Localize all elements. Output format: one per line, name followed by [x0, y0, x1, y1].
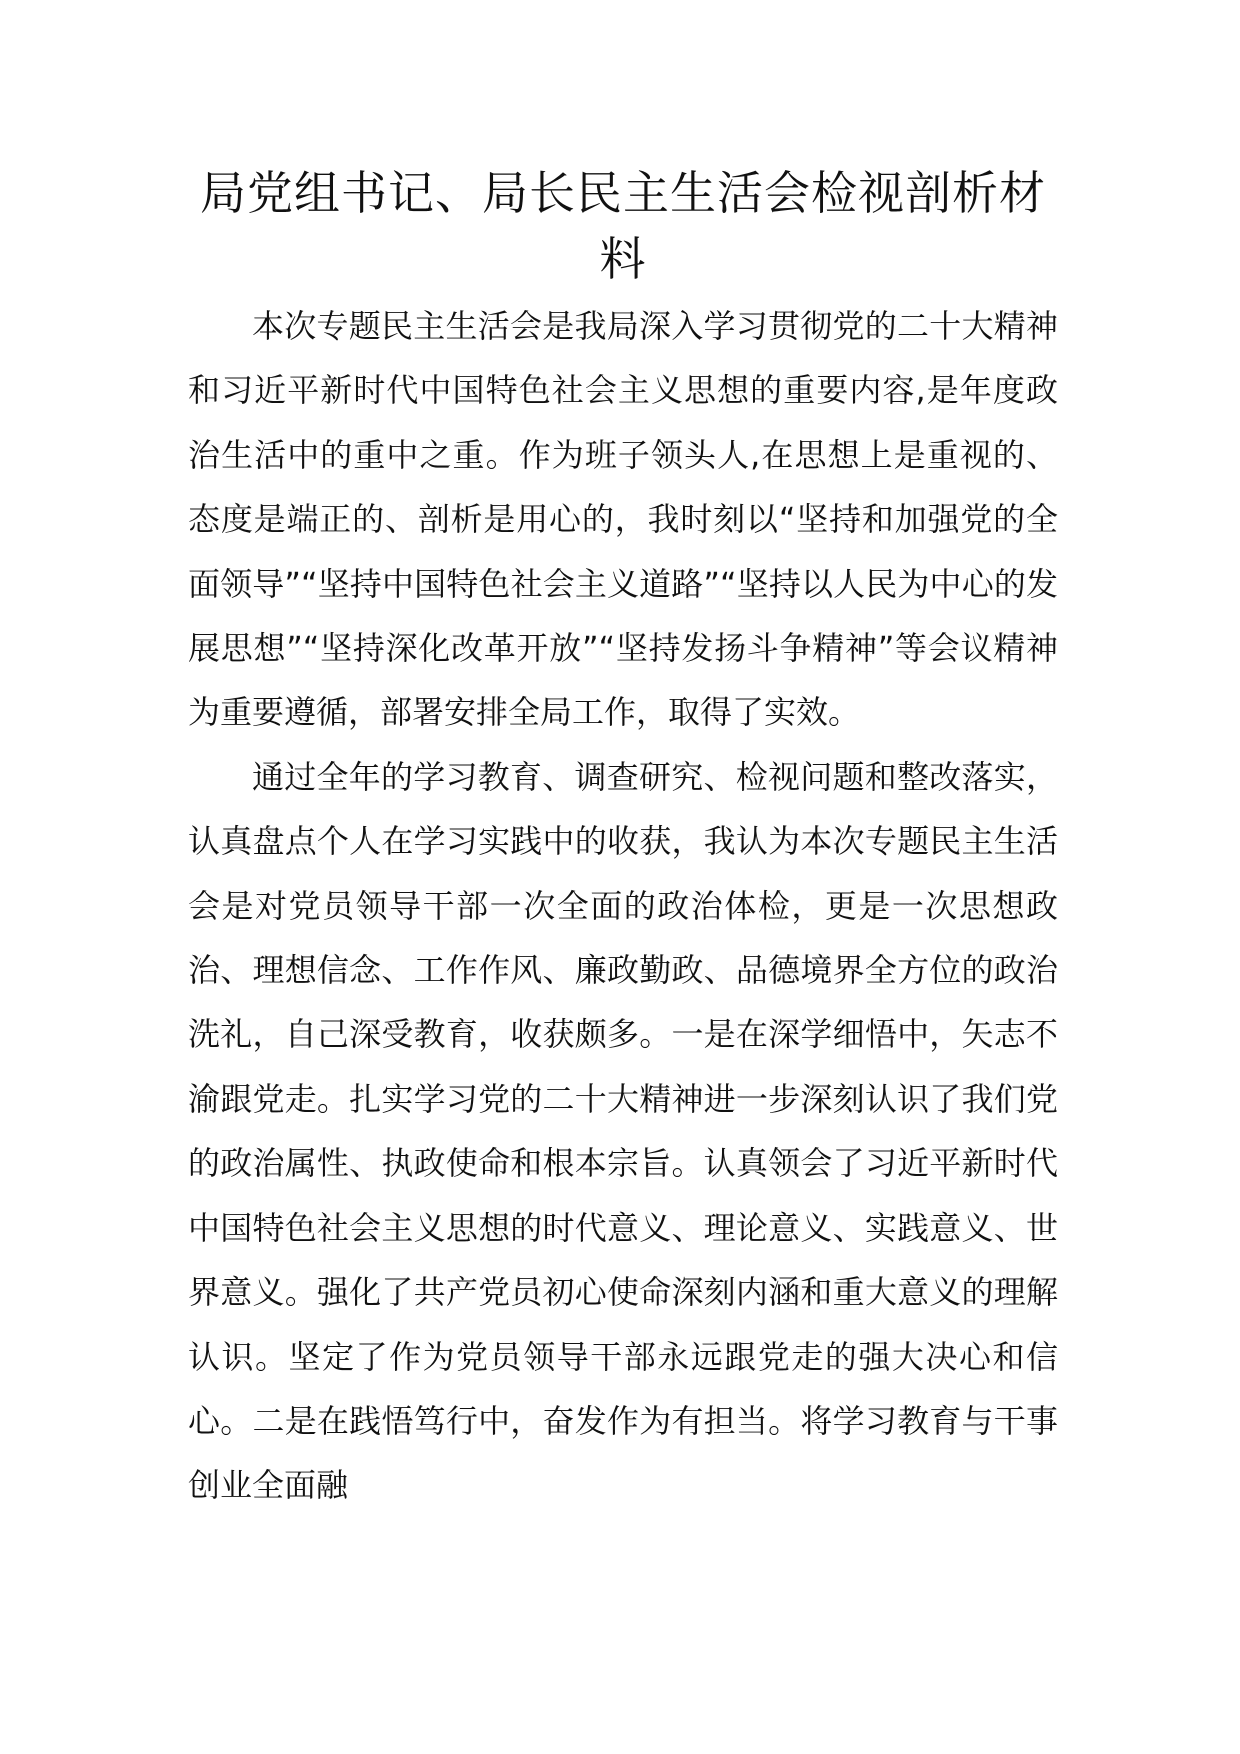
document-page	[188, 160, 1058, 1518]
paragraph-intro: 本次专题民主生活会是我局深入学习贯彻党的二十大精神和习近平新时代中国特色社会主义思想的重要内容,是年度政治生活中的重中之重。作为班子领头人,在思想上是重视的、态度是端正的、剖析是用心的，我时刻以“坚持和加强党的全面领导”“坚持中国特色社会主义道路”“坚持以人民为中心的发展思想”“坚持深化改革开放”“坚持发扬斗争精神”等会议精神为重要遵循，部署安排全局工作，取得了实效。	[188, 307, 1058, 732]
document-title: 局党组书记、局长民主生活会检视剖析材料	[200, 166, 1046, 286]
document-body	[188, 294, 1058, 1518]
paragraph-gains: 通过全年的学习教育、调查研究、检视问题和整改落实，认真盘点个人在学习实践中的收获，我认为本次专题民主生活会是对党员领导干部一次全面的政治体检，更是一次思想政治、理想信念、工作作风、廉政勤政、品德境界全方位的政治洗礼，自己深受教育，收获颇多。一是在深学细悟中，矢志不渝跟党走。扎实学习党的二十大精神进一步深刻认识了我们党的政治属性、执政使命和根本宗旨。认真领会了习近平新时代中国特色社会主义思想的时代意义、理论意义、实践意义、世界意义。强化了共产党员初心使命深刻内涵和重大意义的理解认识。坚定了作为党员领导干部永远跟党走的强大决心和信心。二是在践悟笃行中，奋发作为有担当。将学习教育与干事创业全面融	[188, 757, 1058, 1505]
